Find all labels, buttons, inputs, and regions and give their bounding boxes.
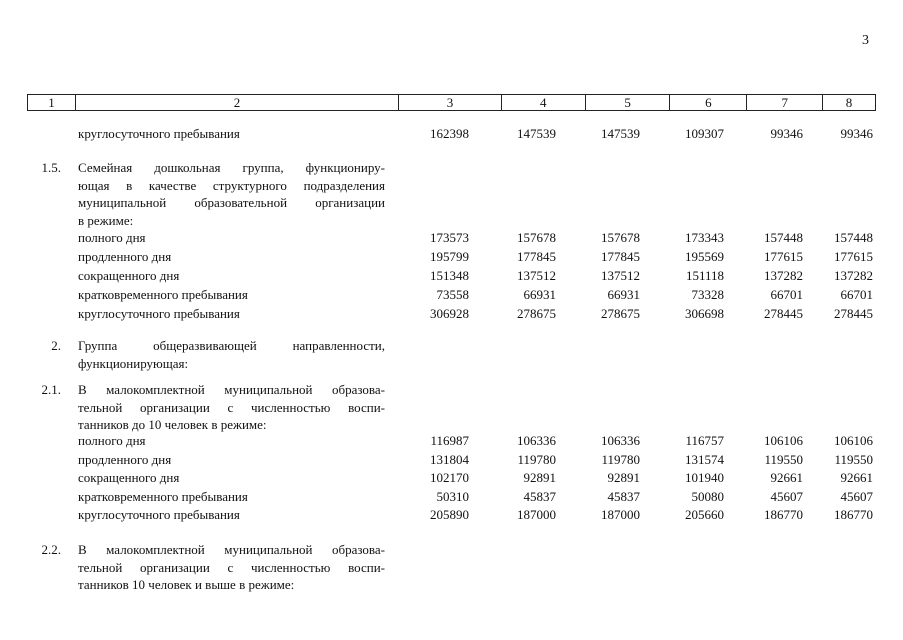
cell-value-col-8: 66701	[840, 287, 873, 302]
row-label-line: танников 10 человек и выше в режиме:	[78, 577, 295, 592]
row-label-line: Группа общеразвивающей направленности,	[78, 338, 385, 353]
cell-value-col-5: 66931	[607, 287, 640, 302]
row-label: полного дня	[78, 230, 146, 245]
cell-value-col-3: 131804	[430, 452, 469, 467]
cell-value-col-8: 99346	[840, 126, 873, 141]
cell-value-col-5: 177845	[601, 249, 640, 264]
row-label-line: Семейная дошкольная группа, функциониру-	[78, 160, 385, 175]
cell-value-col-4: 119780	[517, 452, 556, 467]
cell-value-col-4: 177845	[517, 249, 556, 264]
page-number: 3	[862, 33, 869, 48]
cell-value-col-5: 278675	[601, 306, 640, 321]
row-label-line: В малокомплектной муниципальной образова-	[78, 542, 385, 557]
cell-value-col-7: 278445	[764, 306, 803, 321]
row-label-line: ющая в качестве структурного подразделения	[78, 177, 385, 193]
row-label: сокращенного дня	[78, 268, 180, 283]
cell-value-col-5: 147539	[601, 126, 640, 141]
cell-value-col-7: 177615	[764, 249, 803, 264]
header-col-6: 6	[670, 95, 747, 110]
row-label: круглосуточного пребывания	[78, 126, 240, 141]
cell-value-col-4: 92891	[523, 470, 556, 485]
cell-value-col-5: 137512	[601, 268, 640, 283]
cell-value-col-3: 102170	[430, 470, 469, 485]
row-label-line: функционирующая:	[78, 355, 189, 371]
cell-value-col-5: 119780	[601, 452, 640, 467]
cell-value-col-3: 50310	[436, 489, 469, 504]
row-number: 1.5.	[41, 160, 61, 175]
header-col-1: 1	[28, 95, 76, 110]
cell-value-col-4: 137512	[517, 268, 556, 283]
row-label-line: муниципальной образовательной организации	[78, 195, 385, 210]
cell-value-col-6: 205660	[685, 507, 724, 522]
cell-value-col-5: 45837	[607, 489, 640, 504]
cell-value-col-3: 162398	[430, 126, 469, 141]
cell-value-col-3: 116987	[430, 433, 469, 448]
cell-value-col-6: 195569	[685, 249, 724, 264]
row-label: полного дня	[78, 433, 146, 448]
cell-value-col-3: 195799	[430, 249, 469, 264]
row-label: круглосуточного пребывания	[78, 306, 240, 321]
cell-value-col-7: 186770	[764, 507, 803, 522]
row-label: круглосуточного пребывания	[78, 507, 240, 522]
row-number: 2.2.	[41, 542, 61, 557]
cell-value-col-7: 99346	[770, 126, 803, 141]
row-label: продленного дня	[78, 249, 172, 264]
cell-value-col-4: 66931	[523, 287, 556, 302]
cell-value-col-8: 119550	[834, 452, 873, 467]
row-label: сокращенного дня	[78, 470, 180, 485]
cell-value-col-7: 137282	[764, 268, 803, 283]
cell-value-col-7: 119550	[764, 452, 803, 467]
cell-value-col-8: 106106	[834, 433, 873, 448]
cell-value-col-8: 137282	[834, 268, 873, 283]
cell-value-col-7: 92661	[770, 470, 803, 485]
cell-value-col-3: 205890	[430, 507, 469, 522]
table-header	[27, 94, 876, 111]
cell-value-col-5: 157678	[601, 230, 640, 245]
header-col-3: 3	[399, 95, 502, 110]
header-col-7: 7	[747, 95, 823, 110]
cell-value-col-5: 187000	[601, 507, 640, 522]
cell-value-col-8: 177615	[834, 249, 873, 264]
cell-value-col-6: 151118	[685, 268, 724, 283]
cell-value-col-7: 66701	[770, 287, 803, 302]
cell-value-col-6: 109307	[685, 126, 724, 141]
cell-value-col-4: 187000	[517, 507, 556, 522]
cell-value-col-8: 278445	[834, 306, 873, 321]
cell-value-col-3: 151348	[430, 268, 469, 283]
header-col-2: 2	[76, 95, 399, 110]
cell-value-col-3: 306928	[430, 306, 469, 321]
cell-value-col-6: 116757	[685, 433, 724, 448]
row-label-line: танников до 10 человек в режиме:	[78, 417, 267, 432]
cell-value-col-6: 173343	[685, 230, 724, 245]
cell-value-col-6: 73328	[691, 287, 724, 302]
cell-value-col-4: 157678	[517, 230, 556, 245]
row-label: кратковременного пребывания	[78, 287, 248, 302]
cell-value-col-8: 157448	[834, 230, 873, 245]
cell-value-col-8: 92661	[840, 470, 873, 485]
cell-value-col-4: 147539	[517, 126, 556, 141]
row-label-line: в режиме:	[78, 212, 134, 228]
cell-value-col-6: 306698	[685, 306, 724, 321]
row-label-line: тельной организации с численностью воспи-	[78, 559, 385, 575]
row-number: 2.1.	[41, 382, 61, 397]
cell-value-col-7: 157448	[764, 230, 803, 245]
cell-value-col-6: 101940	[685, 470, 724, 485]
cell-value-col-6: 131574	[685, 452, 724, 467]
cell-value-col-4: 106336	[517, 433, 556, 448]
row-number: 2.	[51, 338, 61, 353]
cell-value-col-7: 106106	[764, 433, 803, 448]
row-label-line: В малокомплектной муниципальной образова-	[78, 382, 385, 397]
header-col-4: 4	[502, 95, 586, 110]
cell-value-col-3: 173573	[430, 230, 469, 245]
cell-value-col-7: 45607	[770, 489, 803, 504]
row-label: продленного дня	[78, 452, 172, 467]
cell-value-col-5: 106336	[601, 433, 640, 448]
cell-value-col-8: 45607	[840, 489, 873, 504]
cell-value-col-4: 278675	[517, 306, 556, 321]
header-col-5: 5	[586, 95, 671, 110]
cell-value-col-8: 186770	[834, 507, 873, 522]
cell-value-col-3: 73558	[436, 287, 469, 302]
header-col-8: 8	[845, 95, 853, 110]
cell-value-col-5: 92891	[607, 470, 640, 485]
cell-value-col-6: 50080	[691, 489, 724, 504]
row-label-line: тельной организации с численностью воспи-	[78, 399, 385, 415]
cell-value-col-4: 45837	[523, 489, 556, 504]
row-label: кратковременного пребывания	[78, 489, 248, 504]
